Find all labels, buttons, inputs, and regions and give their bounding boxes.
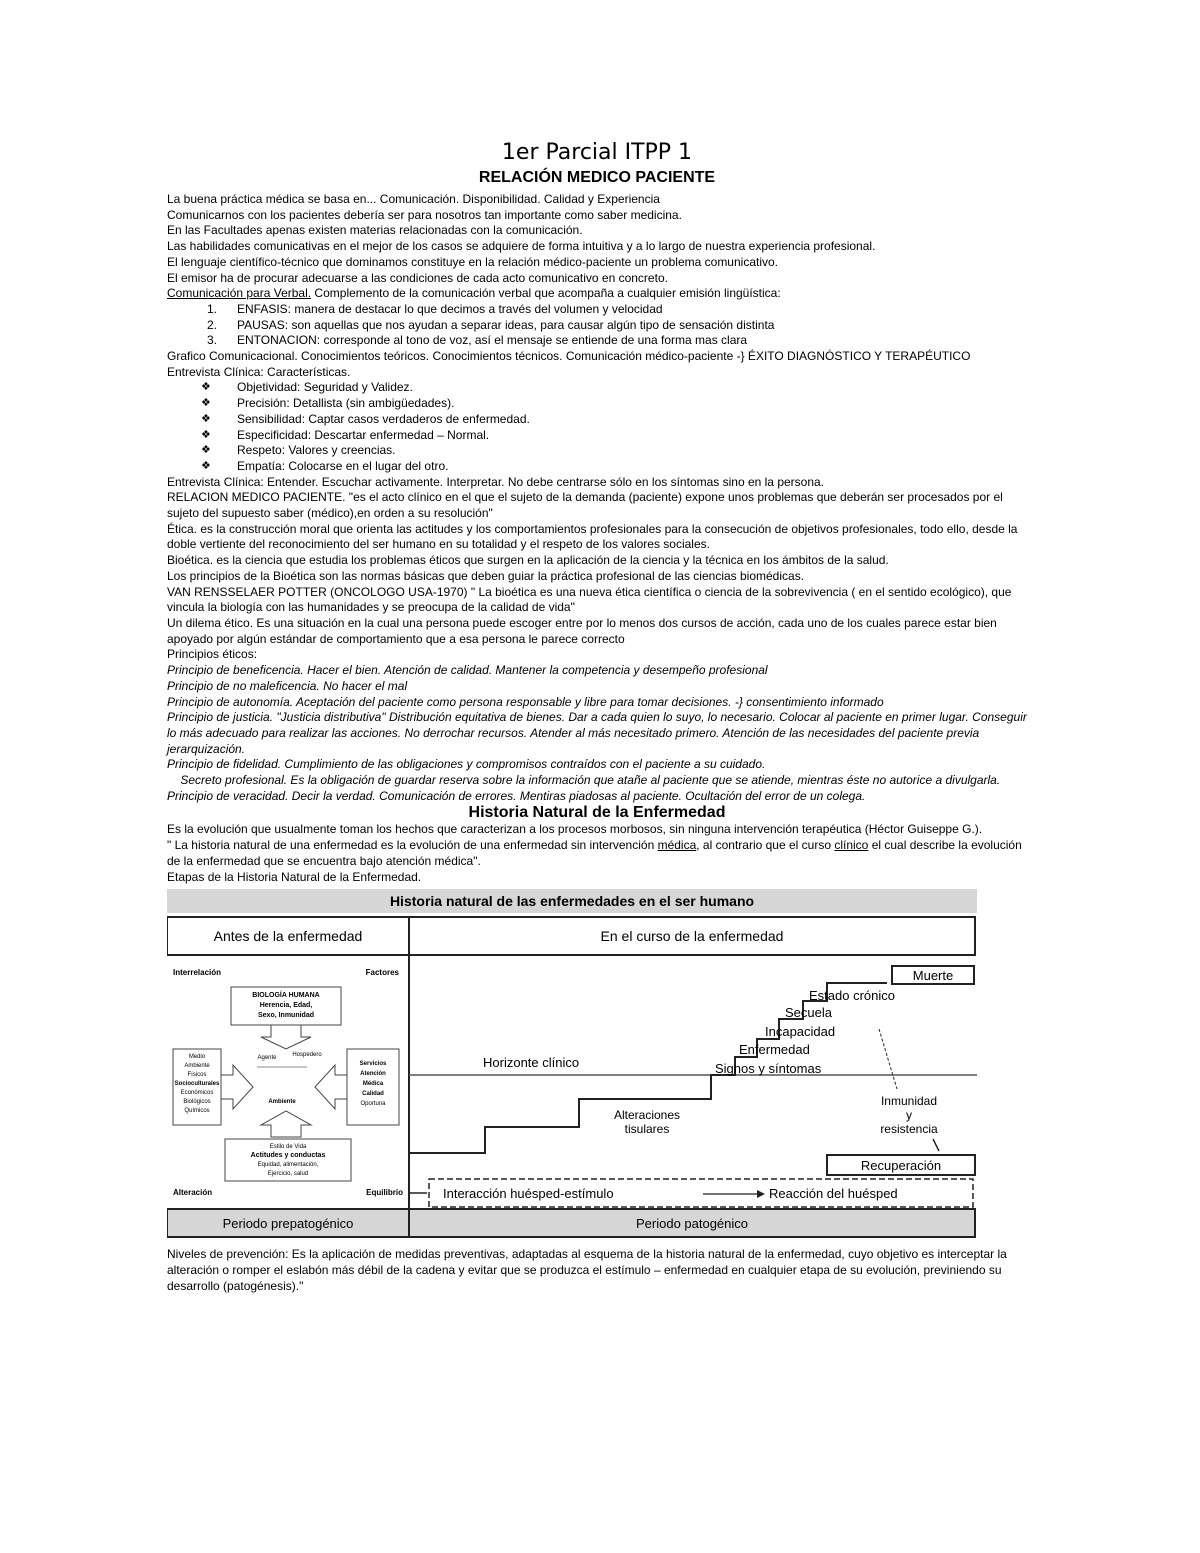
corner-label: Alteración (173, 1188, 213, 1198)
paragraph: Ética. es la construcción moral que orienta las actitudes y los comportamientos profesionales para la consecución de objetivos profesionales, todo ello, desde la doble vertiente del reconocimiento del ser humano en su totalidad y el respeto de los valores sociales. (167, 521, 1018, 552)
principle-item: Principio de justicia. "Justicia distributiva" Distribución equitativa de bienes. Dar a cada quien lo suyo, lo necesario. Colocar al paciente en primer lugar. Conseguir lo más adecuado para realizar las acciones. No derrochar recursos. Atender al más necesitado primero. Atención de las necesidades del paciente previa jerarquización. (167, 710, 1027, 756)
svg-text:Herencia, Edad,: Herencia, Edad, (259, 1002, 313, 1010)
tissue-label: tisulares (624, 1122, 670, 1137)
svg-text:Químicos: Químicos (184, 1108, 210, 1115)
principle-item: Secreto profesional. Es la obligación de guardar reserva sobre la información que atañe al paciente que se atiende, mientras éste no autorice a divulgarla. (167, 773, 1001, 788)
paragraph: Niveles de prevención: Es la aplicación de medidas preventivas, adaptadas al esquema de la historia natural de la enfermedad, cuyo objetivo es interceptar la alteración o romper el eslabón más débil de la cadena y evitar que se produzca el estímulo – enfermedad en cualquier etapa de su evolución, previniendo su desarrollo (patogénesis)." (167, 1247, 1007, 1293)
corner-label: Equilibrio (366, 1188, 403, 1198)
paragraph: RELACION MEDICO PACIENTE. "es el acto clínico en el que el sujeto de la demanda (paciente) expone unos problemas que deberán ser procesados por el sujeto del supuesto saber (médico),en orden a su resolución" (167, 490, 1003, 521)
paragraph: El emisor ha de procurar adecuarse a las condiciones de cada acto comunicativo en concreto. (167, 270, 668, 285)
bullet-item: ❖ Empatía: Colocarse en el lugar del otro. (167, 459, 1027, 475)
svg-text:Medio: Medio (188, 1054, 206, 1061)
paragraph: Bioética. es la ciencia que estudia los problemas éticos que surgen en la aplicación de la ciencia y la técnica en los ámbitos de la salud. (167, 553, 889, 568)
recovery-label: Recuperación (860, 1158, 942, 1174)
svg-text:Estilo de Vida: Estilo de Vida (269, 1144, 307, 1151)
svg-text:Actitudes y conductas: Actitudes y conductas (250, 1152, 326, 1160)
paragraph: Etapas de la Historia Natural de la Enfermedad. (167, 869, 422, 884)
svg-text:Biológicos: Biológicos (183, 1099, 211, 1106)
right-header: En el curso de la enfermedad (600, 928, 784, 945)
paragraph: La buena práctica médica se basa en... Comunicación. Disponibilidad. Calidad y Experiencia (167, 192, 660, 206)
svg-text:Económicos: Económicos (180, 1090, 214, 1097)
section-heading: Historia Natural de la Enfermedad (468, 804, 726, 822)
paragraph: Los principios de la Bioética son las normas básicas que deben guiar la práctica profesional de las ciencias biomédicas. (167, 568, 805, 583)
bullet-item: ❖ Precisión: Detallista (sin ambigüedades). (167, 396, 1027, 412)
document-page (167, 140, 1027, 1294)
section-title: RELACIÓN MEDICO PACIENTE (478, 169, 716, 186)
principle-item: Principio de veracidad. Decir la verdad. Comunicación de errores. Mentiras piadosas al paciente. Ocultación del error de un colega. (167, 788, 866, 803)
diamond-bullet-icon: ❖ (201, 428, 211, 441)
bullet-item: ❖ Especificidad: Descartar enfermedad – Normal. (167, 428, 1027, 444)
reaction-label: Reacción del huésped (769, 1186, 898, 1202)
paragraph: " La historia natural de una enfermedad es la evolución de una enfermedad sin intervención médica, al contrario que el curso clínico el cual describe la evolución de la enfermedad que se encuentra bajo atención médica". (167, 838, 1022, 868)
svg-text:Atención: Atención (360, 1071, 386, 1078)
svg-text:Ejercicio, salud: Ejercicio, salud (267, 1171, 309, 1178)
paragraph: Grafico Comunicacional. Conocimientos teóricos. Conocimientos técnicos. Comunicación médico-paciente -} ÉXITO DIAGNÓSTICO Y TERAPÉUTICO (167, 349, 971, 364)
immunity-label: resistencia (880, 1122, 938, 1137)
left-header: Antes de la enfermedad (213, 928, 363, 945)
agent-label: Agente (257, 1055, 277, 1062)
svg-text:Médica: Médica (362, 1081, 384, 1088)
corner-label: Factores (365, 968, 399, 978)
svg-text:Ambiente: Ambiente (184, 1063, 210, 1070)
stair-label: Signos y síntomas (715, 1061, 822, 1077)
stair-label: Enfermedad (739, 1042, 810, 1058)
prepathogenic-label: Periodo prepatogénico (222, 1216, 354, 1232)
page-title: 1er Parcial ITPP 1 (501, 140, 693, 165)
numbered-item: 3. ENTONACION: corresponde al tono de voz, así el mensaje se entiende de una forma mas clara (206, 333, 748, 348)
paragraph: Principios éticos: (167, 647, 258, 662)
svg-text:Servicios: Servicios (359, 1061, 387, 1068)
link-clinico[interactable]: clínico (834, 838, 869, 853)
paragraph: Un dilema ético. Es una situación en la cual una persona puede escoger entre por lo menos dos cursos de acción, cada uno de los cuales parece estar bien apoyado por algún estándar de comportamiento que a esa persona le parece correcto (167, 615, 997, 646)
svg-text:Sexo, Inmunidad: Sexo, Inmunidad (257, 1012, 315, 1020)
svg-text:Socioculturales: Socioculturales (174, 1081, 220, 1088)
link-medica[interactable]: médica (657, 838, 697, 853)
principle-item: Principio de no maleficencia. No hacer el mal (167, 678, 408, 693)
diamond-bullet-icon: ❖ (201, 412, 211, 425)
horizon-label: Horizonte clínico (483, 1055, 580, 1071)
principle-item: Principio de fidelidad. Cumplimiento de las obligaciones y compromisos contraídos con el paciente a su cuidado. (167, 757, 766, 772)
diamond-bullet-icon: ❖ (201, 459, 211, 472)
svg-text:Calidad: Calidad (362, 1091, 384, 1098)
death-label: Muerte (912, 968, 954, 984)
bullet-item: ❖ Objetividad: Seguridad y Validez. (167, 380, 1027, 396)
immunity-label: Inmunidad (880, 1094, 938, 1109)
bullet-item: ❖ Respeto: Valores y creencias. (167, 443, 1027, 459)
svg-text:BIOLOGÍA HUMANA: BIOLOGÍA HUMANA (252, 992, 320, 1000)
paragraph: VAN RENSSELAER POTTER (ONCOLOGO USA-1970) " La bioética es una nueva ética científica o ciencia de la sobrevivencia ( en el sentido ecológico), que vincula la biología con las humanidades y se preocupa de la calidad de vida" (167, 584, 1012, 615)
immunity-label: y (906, 1108, 912, 1123)
environment-label: Ambiente (268, 1099, 296, 1106)
svg-text:Equidad, alimentación,: Equidad, alimentación, (257, 1162, 319, 1169)
paragraph: Entrevista Clínica: Entender. Escuchar activamente. Interpretar. No debe centrarse sólo en los síntomas sino en la persona. (167, 474, 825, 489)
stair-label: Estado crónico (809, 988, 895, 1004)
paragraph: Comunicarnos con los pacientes debería ser para nosotros tan importante como saber medicina. (167, 207, 682, 222)
principle-item: Principio de autonomía. Aceptación del paciente como persona responsable y libre para tomar decisiones. -} consentimiento informado (167, 694, 884, 709)
svg-text:Oportuna: Oportuna (360, 1101, 386, 1108)
stair-label: Incapacidad (765, 1024, 836, 1040)
tissue-label: Alteraciones (613, 1108, 681, 1123)
interaction-label: Interacción huésped-estímulo (443, 1186, 614, 1202)
svg-text:Físicos: Físicos (187, 1072, 207, 1079)
numbered-item: 2. PAUSAS: son aquellas que nos ayudan a separar ideas, para causar algún tipo de sensación distinta (206, 317, 775, 332)
paragraph: Las habilidades comunicativas en el mejor de los casos se adquiere de forma intuitiva y a lo largo de nuestra experiencia profesional. (167, 239, 876, 254)
diagram-title: Historia natural de las enfermedades en el ser humano (389, 893, 755, 910)
natural-history-diagram (167, 889, 977, 1239)
bullet-item: ❖ Sensibilidad: Captar casos verdaderos de enfermedad. (167, 412, 1027, 428)
principle-item: Principio de beneficencia. Hacer el bien. Atención de calidad. Mantener la competencia y desempeño profesional (167, 663, 768, 678)
paragraph: El lenguaje científico-técnico que dominamos constituye en la relación médico-paciente un problema comunicativo. (167, 254, 779, 269)
diamond-bullet-icon: ❖ (201, 444, 211, 457)
paragraph: Entrevista Clínica: Características. (167, 364, 351, 379)
paragraph: Comunicación para Verbal. Complemento de la comunicación verbal que acompaña a cualquier emisión lingüística: (167, 286, 781, 301)
stair-label: Secuela (785, 1005, 832, 1021)
paragraph: En las Facultades apenas existen materias relacionadas con la comunicación. (167, 223, 583, 238)
pathogenic-label: Periodo patogénico (635, 1216, 749, 1232)
diamond-bullet-icon: ❖ (201, 397, 211, 410)
numbered-item: 1. ENFASIS: manera de destacar lo que decimos a través del volumen y velocidad (206, 301, 663, 316)
paragraph: Es la evolución que usualmente toman los hechos que caracterizan a los procesos morbosos, sin ninguna intervención terapéutica (Héctor Guiseppe G.). (167, 822, 983, 837)
corner-label: Interrelación (173, 968, 222, 978)
diamond-bullet-icon: ❖ (201, 381, 211, 394)
host-label: Hospedero (292, 1052, 322, 1059)
underlined-term: Comunicación para Verbal. (167, 286, 312, 301)
